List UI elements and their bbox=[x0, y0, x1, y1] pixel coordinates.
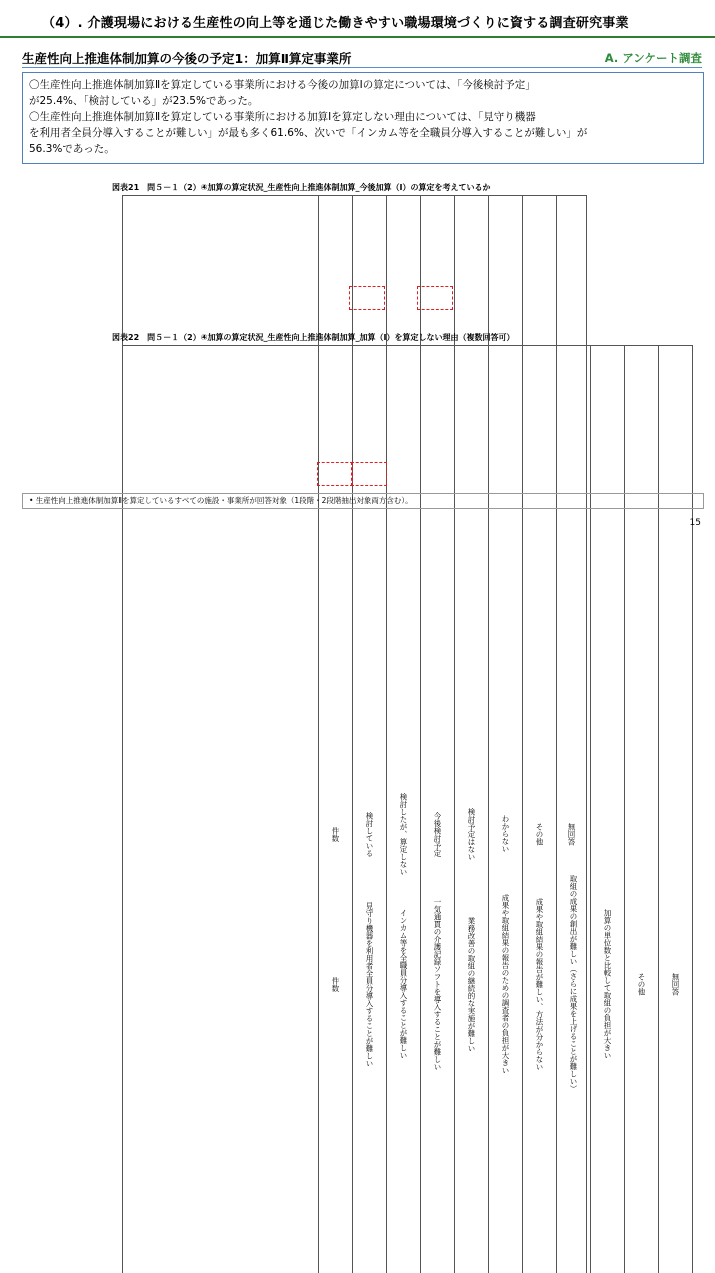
table21-col-header: 検討している bbox=[353, 196, 387, 1273]
summary-line: が25.4%、「検討している」が23.5%であった。 bbox=[29, 93, 697, 109]
table21-col-header: 検討予定はない bbox=[455, 196, 489, 1273]
table21-col-header: わからない bbox=[489, 196, 523, 1273]
highlight-box bbox=[349, 286, 385, 310]
page-title: （4）. 介護現場における生産性の向上等を通じた働きやすい職場環境づくりに資する調査研究事業 bbox=[42, 12, 629, 31]
page-number: 15 bbox=[690, 518, 701, 528]
table22-caption: 図表22 問５－１（2）④加算の算定状況_生産性向上推進体制加算_加算（Ⅰ）を算定しない理由（複数回答可） bbox=[112, 332, 514, 343]
section-tag: A. アンケート調査 bbox=[605, 50, 702, 66]
table22-col-header: 加算の単位数と比較して取組の負担が大きい bbox=[591, 346, 625, 1273]
section-header bbox=[22, 46, 702, 68]
table21-col-header: 件数 bbox=[319, 196, 353, 1273]
footnote-box: • 生産性向上推進体制加算Ⅱを算定しているすべての施設・事業所が回答対象（1段階・2段階抽出対象両方含む）。 bbox=[22, 493, 704, 509]
table21-col-header: 無回答 bbox=[557, 196, 587, 1273]
table22-col-header: 業務改善の取組の継続的な実施が難しい bbox=[455, 346, 489, 1273]
table22-corner bbox=[123, 346, 319, 1273]
table22-col-header: 件数 bbox=[319, 346, 353, 1273]
summary-line: 56.3%であった。 bbox=[29, 141, 697, 157]
table22-col-header: 取組の成果の創出が難しい（さらに成果を上げることが難しい） bbox=[557, 346, 591, 1273]
table22-col-header: インカム等を全職員分導入することが難しい bbox=[387, 346, 421, 1273]
table21-caption: 図表21 問５－１（2）④加算の算定状況_生産性向上推進体制加算_今後加算（Ⅰ）の算定を考えているか bbox=[112, 182, 490, 193]
table22-col-header: 成果や取組結果の報告が難しい、方法が分からない bbox=[523, 346, 557, 1273]
summary-line: 〇生産性向上推進体制加算Ⅱを算定している事業所における加算Ⅰを算定しない理由については、「見守り機器 bbox=[29, 109, 697, 125]
table21-col-header: 検討したが、算定しない bbox=[387, 196, 421, 1273]
table22-col-header: 一気通貫の介護記録ソフトを導入することが難しい bbox=[421, 346, 455, 1273]
summary-line: を利用者全員分導入することが難しい」が最も多く61.6%、次いで「インカム等を全職員分導入することが難しい」が bbox=[29, 125, 697, 141]
summary-line: 〇生産性向上推進体制加算Ⅱを算定している事業所における今後の加算Ⅰの算定については、「今後検討予定」 bbox=[29, 77, 697, 93]
table22 bbox=[122, 345, 693, 1273]
table21-col-header: 今後検討予定 bbox=[421, 196, 455, 1273]
highlight-box bbox=[317, 462, 353, 486]
table22-col-header: 無回答 bbox=[659, 346, 693, 1273]
table22-col-header: 成果や取組結果の報告のための調査者の負担が大きい bbox=[489, 346, 523, 1273]
section-title: 生産性向上推進体制加算の今後の予定1：加算Ⅱ算定事業所 bbox=[22, 49, 351, 67]
highlight-box bbox=[351, 462, 387, 486]
summary-box bbox=[22, 72, 704, 164]
table22-col-header: その他 bbox=[625, 346, 659, 1273]
table22-col-header: 見守り機器を利用者全員分導入することが難しい bbox=[353, 346, 387, 1273]
page-header bbox=[0, 0, 715, 40]
table21-col-header: その他 bbox=[523, 196, 557, 1273]
header-rule bbox=[0, 36, 715, 38]
section-underline bbox=[22, 67, 702, 68]
highlight-box bbox=[417, 286, 453, 310]
